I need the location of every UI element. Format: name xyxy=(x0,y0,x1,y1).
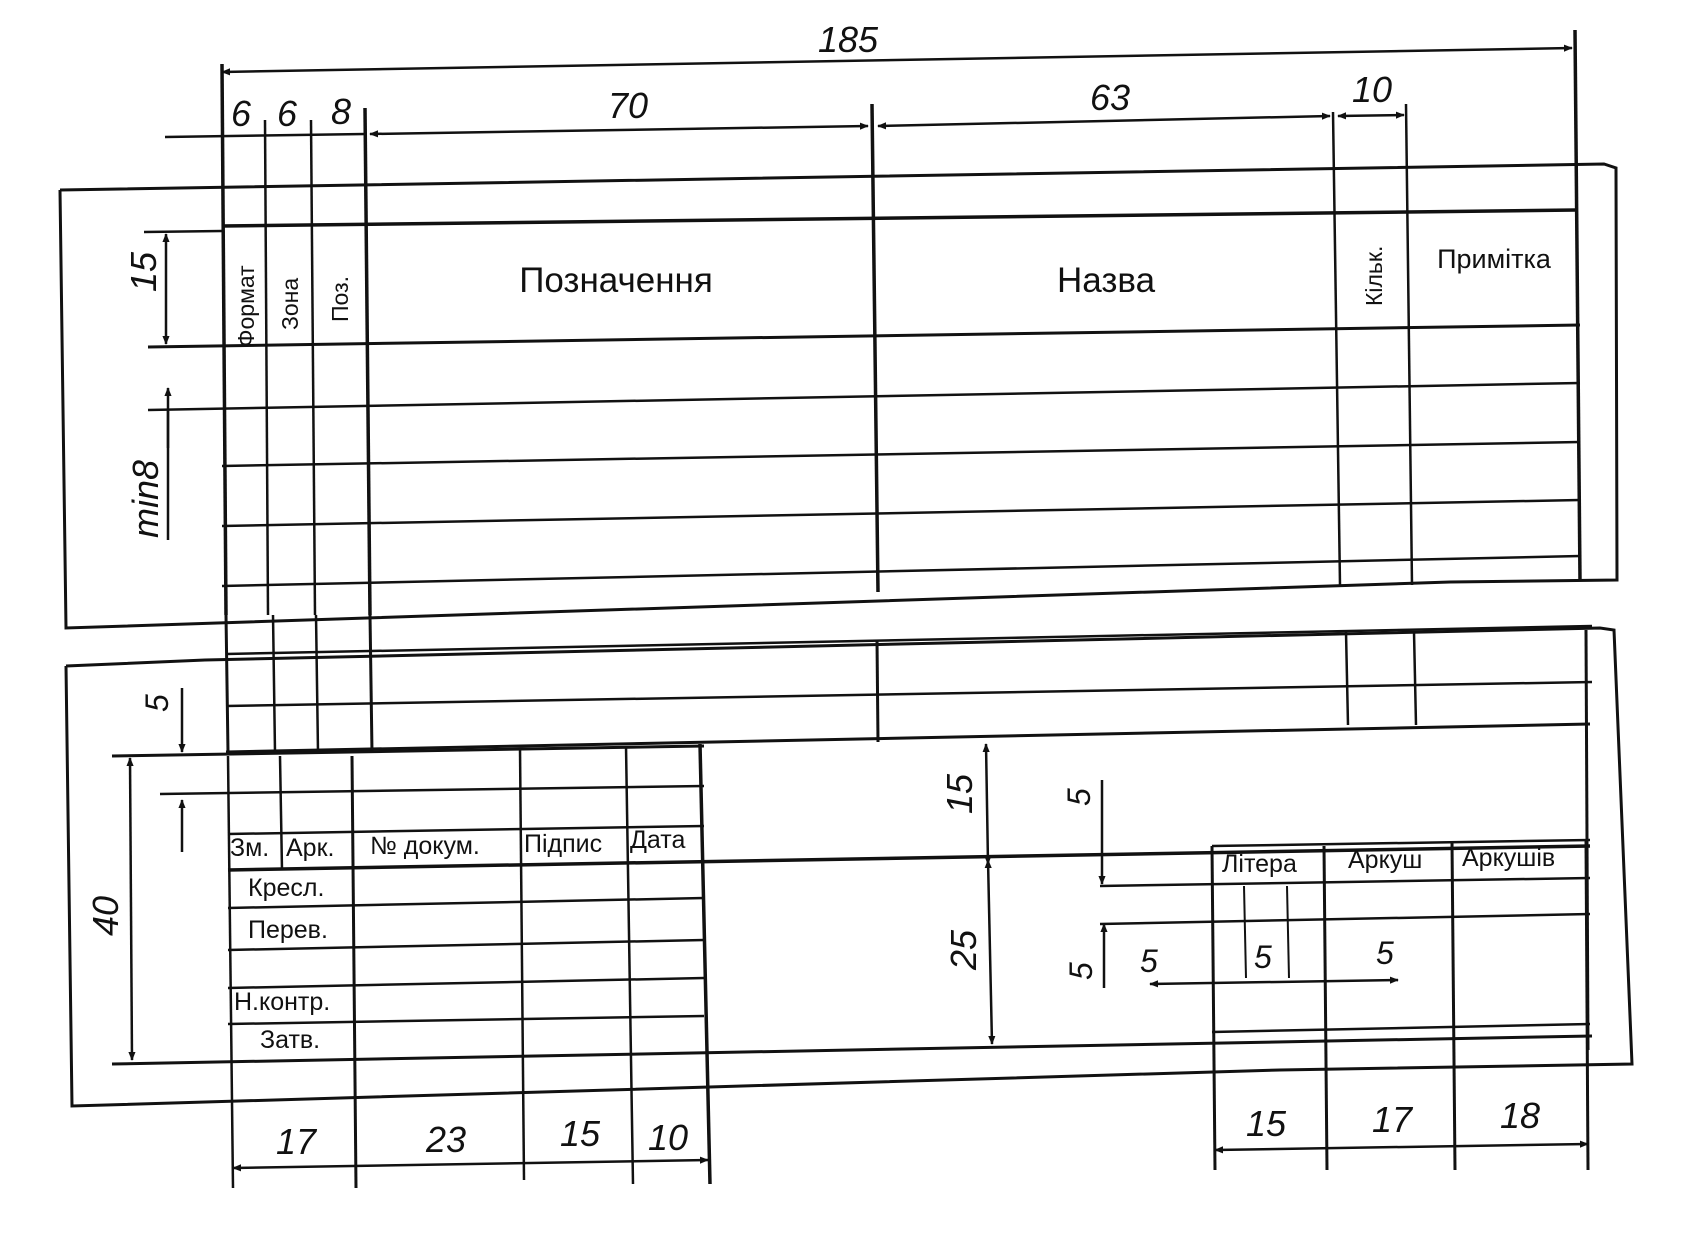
dim-line-40 xyxy=(130,758,132,1060)
dim-5-left: 5 xyxy=(139,694,175,712)
header-position: Поз. xyxy=(327,276,353,322)
tb-col xyxy=(280,756,282,870)
row-rule xyxy=(226,682,1592,706)
dim-23-bottom: 23 xyxy=(425,1119,467,1160)
header-format: Формат xyxy=(233,265,259,347)
col-line xyxy=(1414,632,1416,725)
dim-line-cols-left xyxy=(165,134,365,137)
header-zone: Зона xyxy=(277,277,303,330)
col-line xyxy=(265,120,268,615)
col-line xyxy=(316,615,318,752)
dim-10-quantity: 10 xyxy=(1351,69,1393,110)
col-line xyxy=(222,64,226,615)
dim-40: 40 xyxy=(85,895,126,936)
dim-15-header: 15 xyxy=(123,251,164,292)
col-line xyxy=(1333,112,1340,585)
header-designation: Позначення xyxy=(519,261,713,300)
dim-5-w3: 5 xyxy=(1376,935,1394,971)
dim-15-bottom: 15 xyxy=(559,1113,601,1154)
tb-col xyxy=(626,746,633,1184)
dim-6-zone: 6 xyxy=(276,93,298,134)
tb-col xyxy=(228,756,233,1188)
tb-col xyxy=(352,756,356,1188)
top-dimension-labels xyxy=(231,19,1392,134)
col-line xyxy=(1346,632,1348,725)
row-rule xyxy=(222,556,1580,586)
rb-col xyxy=(1287,886,1289,978)
col-line xyxy=(370,615,372,752)
dim-5-letter-top: 5 xyxy=(1061,788,1097,806)
rb-col xyxy=(1244,886,1246,978)
rb-col xyxy=(1324,846,1327,1170)
tb-header-sheet: Арк. xyxy=(286,834,335,862)
dim-15-stamp: 15 xyxy=(939,773,980,814)
dim-185: 185 xyxy=(817,19,879,60)
rb-header-sheets: Аркушів xyxy=(1462,844,1556,872)
tb-row-approved: Затв. xyxy=(260,1026,321,1054)
dim-5-w2: 5 xyxy=(1254,939,1272,975)
col-line xyxy=(1575,30,1580,580)
dim-10-bottom: 10 xyxy=(647,1117,689,1158)
tb-row-checked: Перев. xyxy=(248,916,328,944)
dim-line-10 xyxy=(1338,115,1404,116)
top-form-headers xyxy=(233,244,1552,347)
tb-row xyxy=(228,978,704,988)
tb-header-document: № докум. xyxy=(370,832,480,860)
rb-col xyxy=(1586,840,1588,1170)
top-form-top-rule xyxy=(222,210,1576,226)
rb-row xyxy=(1100,914,1590,924)
tb-row-norm-control: Н.контр. xyxy=(234,988,331,1016)
rb-header-letter: Літера xyxy=(1222,850,1297,878)
header-bottom-rule xyxy=(148,325,1580,347)
col-line xyxy=(1406,104,1412,585)
tb-col xyxy=(520,748,524,1180)
row-rule xyxy=(222,442,1580,466)
dim-25-stamp: 25 xyxy=(943,929,984,970)
dim-min8: min8 xyxy=(125,459,166,538)
tb-header-change: Зм. xyxy=(230,834,270,862)
ext-line-15 xyxy=(144,231,222,232)
row-rule xyxy=(226,626,1592,654)
rb-col xyxy=(1212,846,1215,1170)
dim-6-format: 6 xyxy=(230,93,252,134)
col-line xyxy=(311,120,315,615)
dim-line-70 xyxy=(370,126,868,134)
col-line xyxy=(226,615,228,752)
dim-5-w1: 5 xyxy=(1140,943,1158,979)
header-note: Примітка xyxy=(1437,244,1551,274)
dim-17-bottom: 17 xyxy=(275,1121,317,1162)
dim-63: 63 xyxy=(1089,77,1131,118)
header-name: Назва xyxy=(1056,261,1156,300)
tb-header-date: Дата xyxy=(630,826,686,854)
dim-5-letter-row: 5 xyxy=(1063,962,1099,980)
rb-row xyxy=(1100,878,1590,886)
dim-line-25-stamp xyxy=(988,860,992,1044)
col-line xyxy=(877,640,878,742)
dim-8-position: 8 xyxy=(330,91,352,132)
dim-15-right: 15 xyxy=(1245,1103,1287,1144)
row-rule xyxy=(226,724,1590,752)
tb-col xyxy=(700,744,710,1184)
tb-header-signature: Підпис xyxy=(524,830,603,858)
tb-row xyxy=(228,1016,704,1024)
dim-17-right: 17 xyxy=(1371,1099,1413,1140)
row-rule xyxy=(148,383,1580,410)
tb-row-drawn: Кресл. xyxy=(248,874,325,902)
header-quantity: Кільк. xyxy=(1361,245,1387,306)
tb-row-bottom xyxy=(112,1036,1592,1064)
dim-line-5-width xyxy=(1150,980,1398,984)
row-rule xyxy=(222,500,1580,526)
col-line xyxy=(273,615,275,752)
dim-line-bottom-right xyxy=(1215,1144,1588,1150)
bottom-dimensions xyxy=(130,688,1588,1168)
dim-18-right: 18 xyxy=(1499,1095,1541,1136)
dim-line-15-stamp xyxy=(986,744,988,864)
rb-header-sheet: Аркуш xyxy=(1348,846,1423,874)
dim-70: 70 xyxy=(607,85,649,126)
rb-col xyxy=(1452,842,1455,1170)
rb-row xyxy=(1212,1024,1590,1032)
tb-row xyxy=(160,786,704,794)
